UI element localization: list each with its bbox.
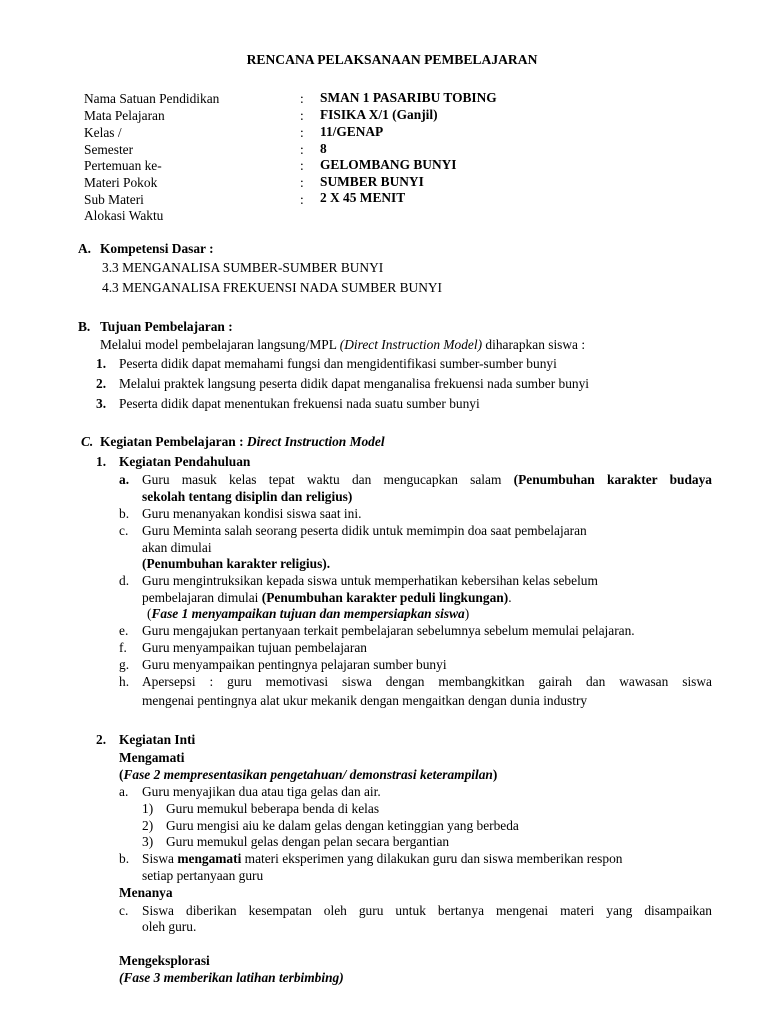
kegiatan-pendahuluan-heading: Kegiatan Pendahuluan (119, 454, 251, 469)
activity-item: Siswa diberikan kesempatan oleh guru untuk bertanya mengenai materi yang disampaikan (142, 903, 712, 918)
list-letter: h. (119, 674, 130, 689)
colon: : (300, 108, 304, 123)
activity-item: Guru Meminta salah seorang peserta didik untuk memimpin doa saat pembelajaran (142, 523, 587, 538)
sub-item: Guru memukul beberapa benda di kelas (166, 801, 380, 816)
kegiatan-inti-heading: Kegiatan Inti (119, 732, 196, 747)
phase-2-note: (Fase 2 mempresentasikan pengetahuan/ demonstrasi keterampilan) (119, 767, 498, 782)
activity-item: Guru menyampaikan tujuan pembelajaran (142, 640, 367, 655)
value-class: 11/GENAP (320, 124, 384, 139)
colon: : (300, 158, 304, 173)
label-materi-pokok: Materi Pokok (84, 175, 158, 190)
value-subject: FISIKA X/1 (Ganjil) (320, 107, 438, 122)
label-mata-pelajaran: Mata Pelajaran (84, 108, 165, 123)
list-number: 3. (96, 396, 107, 411)
value-school: SMAN 1 PASARIBU TOBING (320, 90, 497, 105)
section-b-heading: Tujuan Pembelajaran : (100, 319, 233, 334)
label-semester: Semester (84, 142, 134, 157)
value-main-topic: GELOMBANG BUNYI (320, 157, 457, 172)
kd-item-3-3: 3.3 MENGANALISA SUMBER-SUMBER BUNYI (102, 260, 384, 275)
page-title: RENCANA PELAKSANAAN PEMBELAJARAN (246, 52, 538, 67)
kd-item-4-3: 4.3 MENGANALISA FREKUENSI NADA SUMBER BUNYI (102, 280, 442, 295)
list-letter: a. (119, 472, 130, 487)
menanya-heading: Menanya (119, 885, 173, 900)
section-b-letter: B. (78, 319, 91, 334)
activity-item: Guru mengintruksikan kepada siswa untuk memperhatikan kebersihan kelas sebelum (142, 573, 598, 588)
value-time: 2 X 45 MENIT (320, 190, 406, 205)
sub-number: 3) (142, 834, 154, 849)
label-kelas: Kelas / (84, 125, 122, 140)
list-letter: e. (119, 623, 129, 638)
phase-3-note: (Fase 3 memberikan latihan terbimbing) (119, 970, 344, 985)
activity-item: Guru menyampaikan pentingnya pelajaran sumber bunyi (142, 657, 447, 672)
section-b-intro: Melalui model pembelajaran langsung/MPL (Direct Instruction Model) diharapkan siswa : (100, 337, 586, 352)
colon: : (300, 91, 304, 106)
mengeksplorasi-heading: Mengeksplorasi (119, 953, 210, 968)
activity-item: Guru masuk kelas tepat waktu dan mengucapkan salam (Penumbuhan karakter budaya (142, 472, 713, 487)
activity-item-cont: sekolah tentang disiplin dan religius) (142, 489, 353, 504)
sub-number: 2) (142, 818, 154, 833)
activity-item: Apersepsi : guru memotivasi siswa dengan membangkitkan gairah dan wawasan siswa (142, 674, 712, 689)
label-nama-satuan: Nama Satuan Pendidikan (84, 91, 220, 106)
colon: : (300, 125, 304, 140)
list-number: 1. (96, 454, 107, 469)
list-letter: g. (119, 657, 130, 672)
activity-item-cont: pembelajaran dimulai (Penumbuhan karakter peduli lingkungan). (142, 590, 512, 605)
list-letter: b. (119, 851, 130, 866)
list-number: 2. (96, 732, 107, 747)
objective-item: Peserta didik dapat menentukan frekuensi nada suatu sumber bunyi (119, 396, 480, 411)
mengamati-heading: Mengamati (119, 750, 185, 765)
list-letter: d. (119, 573, 130, 588)
colon: : (300, 142, 304, 157)
list-number: 1. (96, 356, 107, 371)
objective-item: Melalui praktek langsung peserta didik dapat menganalisa frekuensi nada sumber bunyi (119, 376, 590, 391)
label-alokasi-waktu: Alokasi Waktu (84, 208, 164, 223)
colon: : (300, 192, 304, 207)
phase-1-note: (Fase 1 menyampaikan tujuan dan mempersiapkan siswa) (147, 606, 470, 621)
value-meeting: 8 (320, 141, 327, 156)
sub-item: Guru memukul gelas dengan pelan secara bergantian (166, 834, 450, 849)
section-c-letter: C. (81, 434, 94, 449)
sub-number: 1) (142, 801, 154, 816)
activity-item-cont: akan dimulai (142, 540, 212, 555)
activity-item-cont: (Penumbuhan karakter religius). (142, 556, 331, 571)
list-number: 2. (96, 376, 107, 391)
value-sub-topic: SUMBER BUNYI (320, 174, 424, 189)
activity-item-cont: oleh guru. (142, 919, 197, 934)
objective-item: Peserta didik dapat memahami fungsi dan mengidentifikasi sumber-sumber bunyi (119, 356, 557, 371)
colon: : (300, 175, 304, 190)
activity-item-cont: mengenai pentingnya alat ukur mekanik dengan mengaitkan dengan dunia industry (142, 693, 588, 708)
list-letter: b. (119, 506, 130, 521)
list-letter: c. (119, 903, 129, 918)
list-letter: f. (119, 640, 127, 655)
section-a-heading: Kompetensi Dasar : (100, 241, 214, 256)
activity-item-cont: setiap pertanyaan guru (142, 868, 264, 883)
activity-item: Guru menanyakan kondisi siswa saat ini. (142, 506, 362, 521)
sub-item: Guru mengisi aiu ke dalam gelas dengan ketinggian yang berbeda (166, 818, 519, 833)
list-letter: a. (119, 784, 129, 799)
label-sub-materi: Sub Materi (84, 192, 144, 207)
section-a-letter: A. (78, 241, 92, 256)
section-c-heading: Kegiatan Pembelajaran : Direct Instruction Model (100, 434, 385, 449)
activity-item: Guru mengajukan pertanyaan terkait pembelajaran sebelumnya sebelum memulai pelajaran. (142, 623, 635, 638)
activity-item: Guru menyajikan dua atau tiga gelas dan air. (142, 784, 381, 799)
list-letter: c. (119, 523, 129, 538)
label-pertemuan: Pertemuan ke- (84, 158, 162, 173)
activity-item: Siswa mengamati materi eksperimen yang dilakukan guru dan siswa memberikan respon (142, 851, 623, 866)
